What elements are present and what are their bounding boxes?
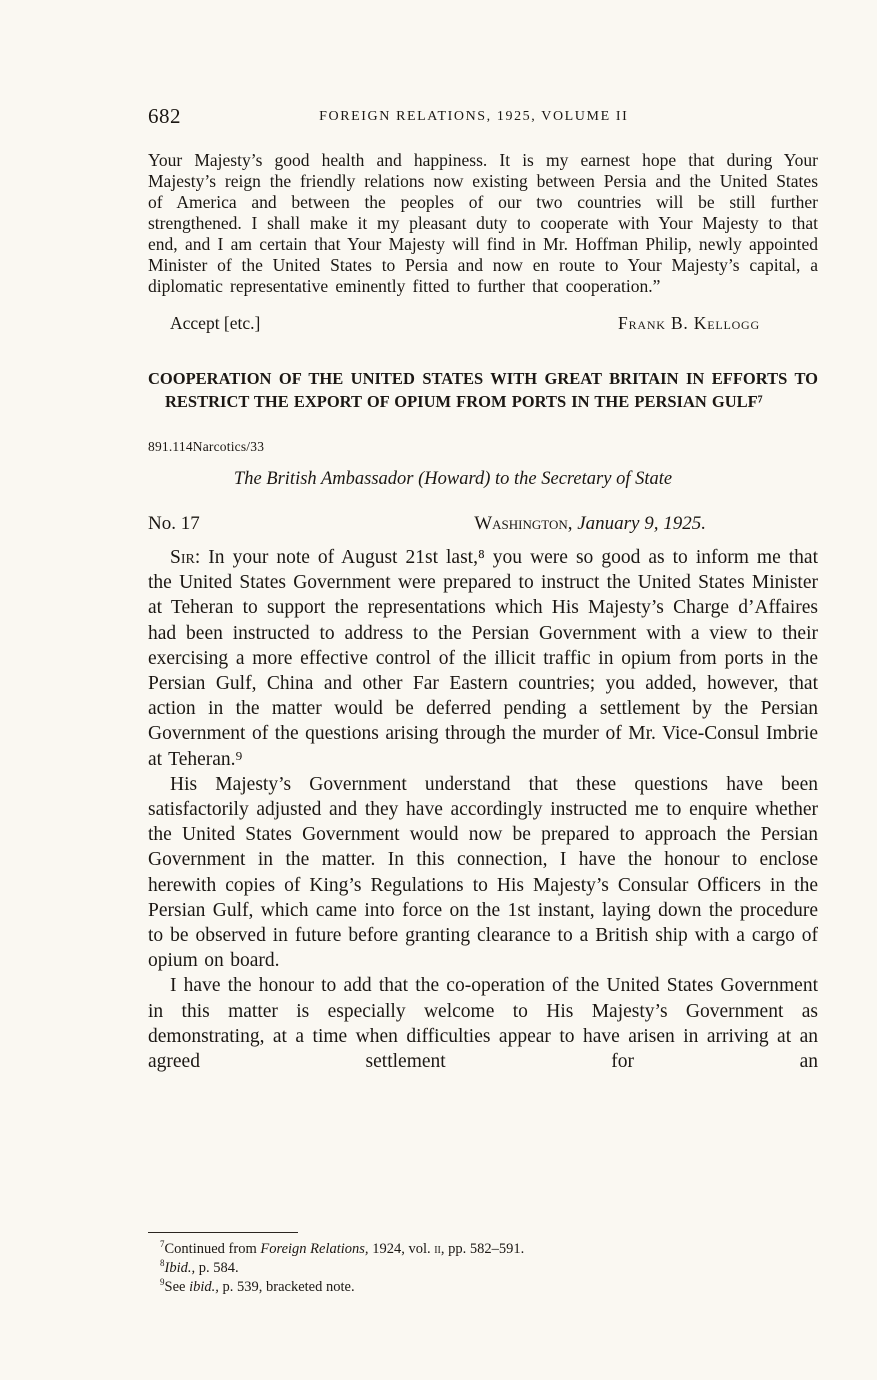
footnote-text: , pp. 582–591.: [440, 1241, 525, 1257]
footnote-text-smallcaps: ii: [434, 1241, 441, 1257]
body-paragraph-1: [148, 545, 818, 772]
footnote-text-italic: Foreign Relations,: [260, 1241, 369, 1257]
footnote-marker: 7: [160, 1239, 165, 1250]
section-heading: COOPERATION OF THE UNITED STATES WITH GREAT BRITAIN IN EFFORTS TO RESTRICT THE EXPORT OF OPIUM FROM PORTS IN THE PERSIAN GULF⁷: [148, 369, 818, 411]
footnote-text: p. 584.: [195, 1260, 239, 1276]
footnote-9: [148, 1278, 818, 1297]
dateline-date: January 9, 1925.: [577, 513, 706, 534]
footnote-text: p. 539, bracketed note.: [218, 1279, 355, 1295]
footnote-text: See: [164, 1279, 190, 1295]
footnote-8: [148, 1259, 818, 1278]
footnote-marker: 8: [160, 1258, 165, 1269]
dateline-place: Washington,: [474, 513, 573, 534]
file-number: 891.114Narcotics/33: [148, 439, 265, 454]
footnote-text: 1924, vol.: [368, 1241, 435, 1257]
document-number: No. 17: [148, 513, 200, 534]
signature: Frank B. Kellogg: [618, 313, 760, 333]
body-paragraph-1-text: In your note of August 21st last,⁸ you were so good as to inform me that the United States Government were prepared to instruct the United States Minister at Teheran to support the representations which His Majesty’s Charge d’Affaires had been instructed to address to the Persian Government with a view to their exercising a more effective control of the illicit traffic in opium from ports in the Persian Gulf, China and other Far Eastern countries; you added, however, that action in the matter would be deferred pending a settlement by the Persian Government of the questions arising through the murder of Mr. Vice-Consul Imbrie at Teheran.⁹: [148, 547, 819, 770]
letter-closing: Accept [etc.]: [170, 313, 261, 333]
footnote-text: Continued from: [164, 1241, 261, 1257]
footnote-7: [148, 1240, 818, 1259]
running-title: FOREIGN RELATIONS, 1925, VOLUME II: [319, 109, 629, 124]
footnote-rule: [148, 1232, 298, 1233]
body-paragraph-2: His Majesty’s Government understand that these questions have been satisfactorily adjusted and they have accordingly instructed me to enquire whether the United States Government would now be prepared to approach the Persian Government in the matter. In this connection, I have the honour to enclose herewith copies of King’s Regulations to His Majesty’s Consular Officers in the Persian Gulf, which came into force on the 1st instant, laying down the procedure to be observed in future before granting clearance to a British ship with a cargo of opium on board.: [148, 773, 818, 972]
page-header: [148, 104, 818, 130]
footnotes-block: [148, 1232, 818, 1297]
footnote-text-italic: Ibid.,: [164, 1260, 196, 1276]
page-content: [148, 104, 818, 1074]
letter-body-paragraph: Your Majesty’s good health and happiness. It is my earnest hope that during Your Majesty’s reign the friendly relations now existing between Persia and the United States of America and between the peoples of our two countries will be still further strengthened. I shall make it my pleasant duty to cooperate with Your Majesty to that end, and I am certain that Your Majesty will find in Mr. Hoffman Philip, newly appointed Minister of the United States to Persia and now en route to Your Majesty’s capital, a diplomatic representative eminently fitted to further that cooperation.”: [148, 150, 818, 296]
body-paragraph-3: I have the honour to add that the co-operation of the United States Government in this matter is especially welcome to His Majesty’s Government as demonstrating, at a time when difficulties appear to have arisen in arriving at an agreed settlement for an: [148, 975, 818, 1073]
letter-closing-row: [148, 312, 818, 334]
document-byline: The British Ambassador (Howard) to the Secretary of State: [233, 469, 673, 489]
dateline: [474, 512, 706, 536]
page-number: 682: [148, 104, 181, 128]
salutation: Sir:: [170, 547, 201, 568]
dateline-row: [148, 512, 818, 536]
footnote-text-italic: ibid.,: [189, 1279, 219, 1295]
footnote-marker: 9: [160, 1277, 165, 1288]
